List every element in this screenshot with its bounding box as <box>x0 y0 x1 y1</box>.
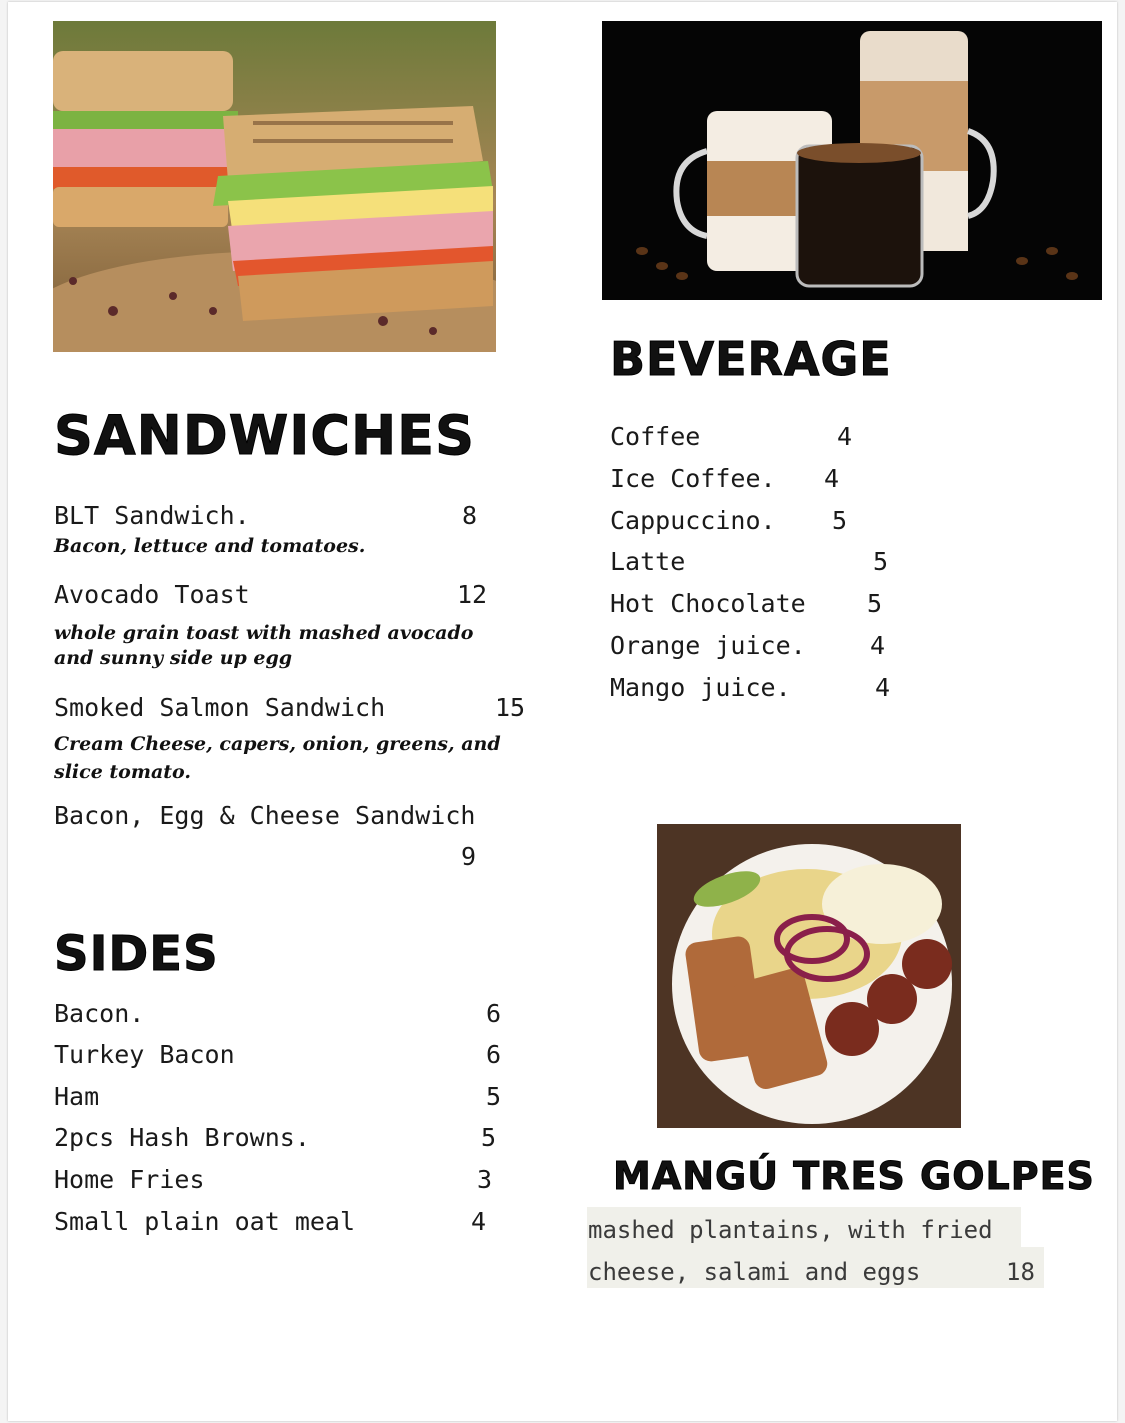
beverage-item-price: 4 <box>870 631 886 660</box>
coffee-photo <box>602 21 1102 300</box>
side-item-name: Bacon. <box>54 999 145 1028</box>
sandwich-item-name: Smoked Salmon Sandwich <box>54 693 386 722</box>
beverage-item-name: Cappuccino. <box>610 506 776 535</box>
sides-heading: SIDES <box>54 926 219 982</box>
special-desc: cheese, salami and eggs <box>588 1258 921 1286</box>
sandwich-item-desc: whole grain toast with mashed avocado <box>54 622 474 644</box>
sandwich-item-name: Bacon, Egg & Cheese Sandwich <box>54 801 476 830</box>
side-item-price: 4 <box>471 1207 487 1236</box>
menu-page <box>8 2 1117 1421</box>
side-item-name: Turkey Bacon <box>54 1040 235 1069</box>
side-item-name: Small plain oat meal <box>54 1207 356 1236</box>
side-item-price: 3 <box>477 1165 493 1194</box>
beverage-item-name: Ice Coffee. <box>610 464 776 493</box>
sandwich-item-name: Avocado Toast <box>54 580 250 609</box>
sandwich-item-price: 8 <box>462 501 478 530</box>
special-heading: MANGÚ TRES GOLPES <box>613 1154 1095 1198</box>
beverage-item-price: 5 <box>873 547 889 576</box>
sandwich-item-price: 9 <box>461 842 477 871</box>
beverage-item-price: 4 <box>837 422 853 451</box>
sandwich-item-desc: and sunny side up egg <box>54 647 293 669</box>
beverage-item-name: Latte <box>610 547 686 576</box>
beverage-item-name: Hot Chocolate <box>610 589 806 618</box>
mangu-plate-photo <box>657 824 961 1128</box>
side-item-price: 5 <box>486 1082 502 1111</box>
beverage-item-name: Coffee <box>610 422 701 451</box>
side-item-name: Ham <box>54 1082 100 1111</box>
beverage-item-name: Mango juice. <box>610 673 791 702</box>
side-item-price: 5 <box>481 1123 497 1152</box>
beverage-item-price: 5 <box>832 506 848 535</box>
sandwich-item-price: 15 <box>495 693 526 722</box>
sandwich-item-price: 12 <box>457 580 488 609</box>
sandwich-item-desc: Cream Cheese, capers, onion, greens, and <box>54 733 501 755</box>
sandwich-photo <box>53 21 496 352</box>
sandwiches-heading: SANDWICHES <box>54 404 475 467</box>
side-item-price: 6 <box>486 1040 502 1069</box>
sandwich-item-desc: slice tomato. <box>54 761 191 783</box>
beverage-item-price: 4 <box>875 673 891 702</box>
sandwich-item-name: BLT Sandwich. <box>54 501 250 530</box>
special-price: 18 <box>1006 1258 1035 1286</box>
beverage-item-name: Orange juice. <box>610 631 806 660</box>
beverage-item-price: 4 <box>824 464 840 493</box>
special-desc: mashed plantains, with fried <box>588 1216 993 1244</box>
side-item-name: Home Fries <box>54 1165 205 1194</box>
sandwich-item-desc: Bacon, lettuce and tomatoes. <box>54 535 366 557</box>
side-item-name: 2pcs Hash Browns. <box>54 1123 310 1152</box>
beverage-heading: BEVERAGE <box>610 332 892 386</box>
side-item-price: 6 <box>486 999 502 1028</box>
beverage-item-price: 5 <box>867 589 883 618</box>
